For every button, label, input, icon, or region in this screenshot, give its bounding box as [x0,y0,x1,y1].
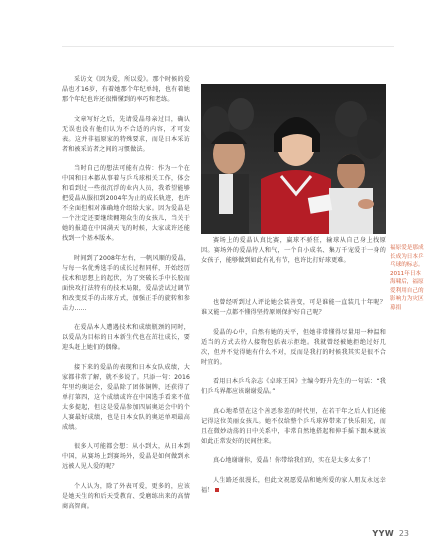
paragraph: 真心地谢谢你，爱晶！你带给我们的，实在是太多太多了！ [213,457,375,464]
paragraph: 当时自己的想法可能有点传：作为一个在中国和日本都从事着与乒乓球相关工作，体会和看到过一些很沉浮的业内人员，我希望能够把爱晶从服扣到2004年为止的成长轨迹，也许不全面但相对准确地介绍给大家。因为爱晶是一个注定还要继续翱翔众生的女孩儿，当关于她的报道在中国满天飞的时候，大家或许还能找到一个基本版本。 [62,165,190,242]
closing-text: 人生路还很漫长，但此文祝愿爱晶和她所爱的家人朋友永远幸福！ [201,476,386,494]
side-caption: 福原爱是那成长成为日本乒乓球的标志。2011年日本海啸后，福原爱利用自己的影响力为灾区募捐 [390,245,424,311]
paragraph: 很多人可能都会想：从小到大，从日本到中国，从赛场上到赛场外，爱晶是如何做到永远被人见人爱的呢？ [62,443,190,470]
event-photo [201,84,386,234]
paragraph: 时间到了2008年左右，一帆风顺的爱晶，与每一名优秀选手的成长过程同样，开始经历技术和思想上的起伏，为了突破长手中长胶而面快攻打法特有的技术局限，爱晶尝试过调节和改变反手的击球方式，加强正手的旋转和参击力…… [62,254,190,312]
paragraph: 接下来的爱晶的表现和日本女队成绩，大家都非常了解，就不多说了。只添一句：2016年里约奥运会，爱晶除了团体铜牌，还获得了单打第四，这个成绩或许在中国选手看来不值太多提起，但这是爱晶参加四届奥运会中的个人赛最好成绩，也是日本女队的奥运单项最高成绩。 [62,363,190,431]
left-column [62,75,190,521]
paragraph: 个人认为，除了外表可爱，更多的，应该是她天生的和后天受教育、受磨练出来的高情商高智商。 [62,482,190,510]
paragraph: 也曾经听到过人评论她会装善变，可是谁能一直装几十年呢？谁又能一点都不懂得坚持原则保护好自己呢？ [201,299,386,316]
paragraph: 真心地希望在这个善恶参差的时代里，在若干年之后人们还能记得这位美丽女孩儿。她不仅给整个乒乓球界带来了快乐阳光，而且在微妙动荡的日中关系中，非常自然地搭起和伸手摇下跟本就该如此正常发好的民间往来。 [201,407,386,445]
paragraph [201,476,386,496]
end-mark [215,488,219,492]
event-photo-image [201,84,386,234]
photo-caption-block [201,236,386,266]
paragraph: 在爱晶本人遭遇技术和成绩瓶颈的同时，以爱晶为目标的日本新生代也在茁壮成长，要迎头赶上她们的偶像。 [62,324,190,351]
right-column [201,298,386,505]
photo-caption: 赛场上的爱晶认真比赛，赢球不骄狂，输球从自己身上找原因。赛场外的爱晶待人和气，一个自小成名、集万千宠爱于一身的女孩子，能够做到如此有礼有节，也许比打好球更难。 [201,237,386,264]
magazine-mark: YYW [372,529,395,538]
paragraph: 文章写好之后，先请爱晶母亲过目，确认无误也没有他们认为不合适的内容，才可发表。这并非福原家的特殊要求，而是日本采访者和被采访者之间的习惯做法。 [62,115,190,153]
paragraph: 看用日本乒乓杂志《卓球王国》主编今野升先生的一句话：“我们乒乓界都应该谢谢爱晶。” [201,378,386,395]
top-rule [62,46,394,47]
page-number: 23 [398,529,409,538]
paragraph: 爱晶的心中，自然有她的天平，但她非常懂得尽量用一种温和适当的方式去待人接物包括表示拒绝。我就曾经被她拒绝过好几次，但并不觉得她有什么不对，反而是我打的时候我其实是很不合时宜的。 [201,328,386,366]
page-footer [372,529,409,538]
paragraph: 采访文《因为爱，所以爱》。那个时候的爱晶也才16岁，有着她那个年纪单纯，也有着她那个年纪也许还很懵懂到的率巧和老练。 [62,76,190,103]
